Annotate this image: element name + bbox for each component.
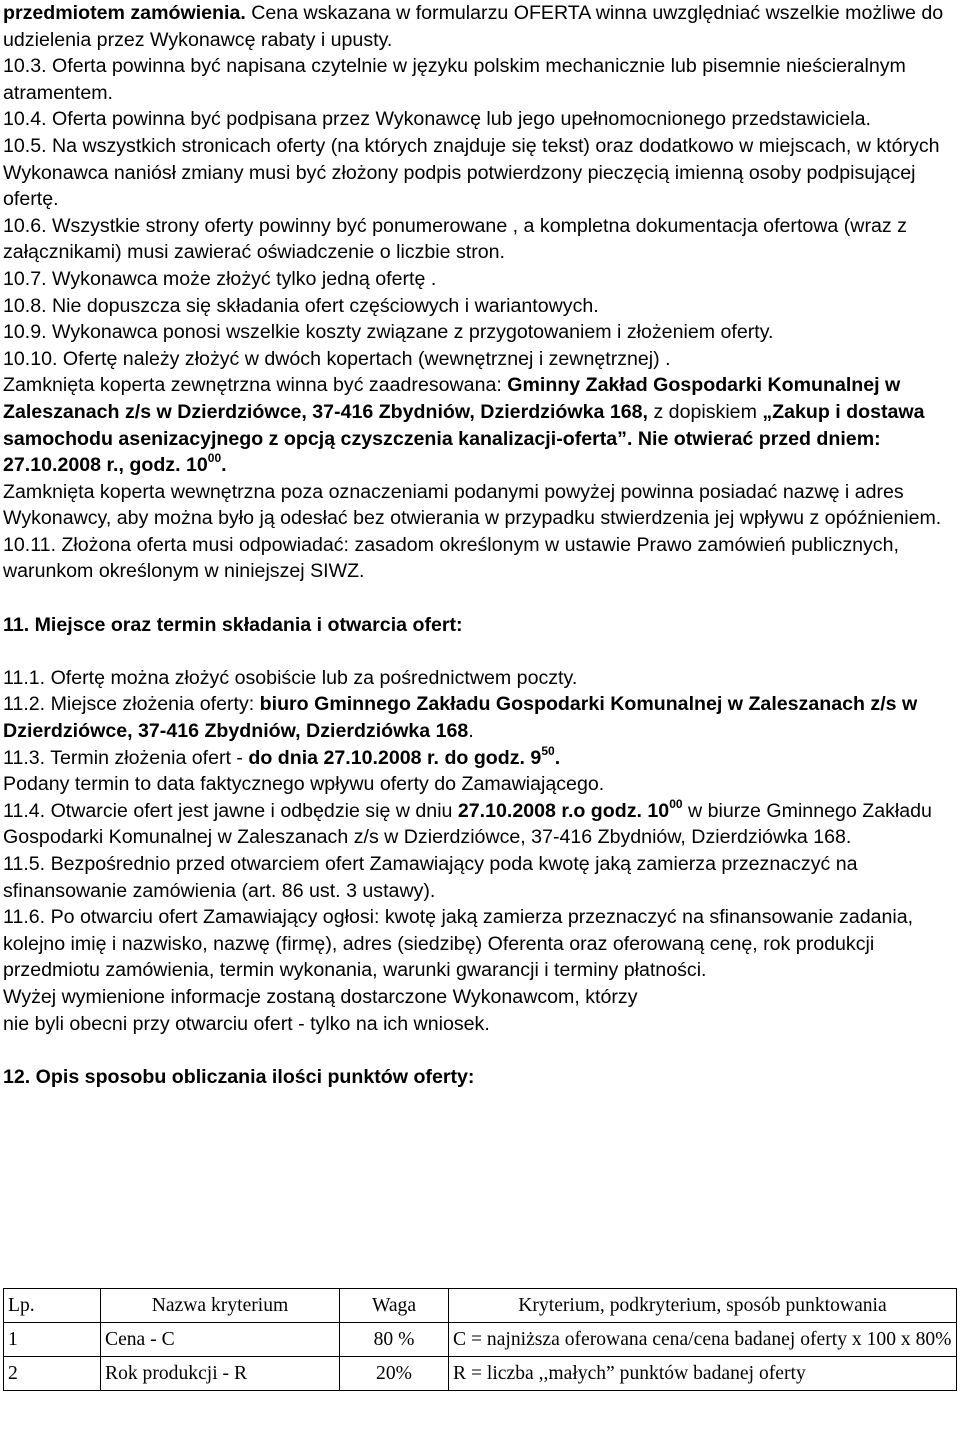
time-superscript: 50 bbox=[541, 743, 555, 758]
text-fragment: . bbox=[468, 720, 474, 743]
table-cell-name: Rok produkcji - R bbox=[101, 1357, 340, 1391]
table-row bbox=[4, 1323, 957, 1357]
paragraph-11-5: 11.5. Bezpośrednio przed otwarciem ofert Zamawiający poda kwotę jaką zamierza przeznaczyć na sfinansowanie zamówienia (art. 86 ust. 3 ustawy). bbox=[3, 853, 858, 902]
table-row bbox=[4, 1357, 957, 1391]
section-11-heading: 11. Miejsce oraz termin składania i otwarcia ofert: bbox=[3, 613, 463, 636]
paragraph-10-4: 10.4. Oferta powinna być podpisana przez Wykonawcę lub jego upełnomocnionego przedstawiciela. bbox=[3, 108, 871, 131]
column-header-method: Kryterium, podkryterium, sposób punktowania bbox=[449, 1289, 957, 1323]
column-header-name: Nazwa kryterium bbox=[101, 1289, 340, 1323]
text-fragment: . bbox=[554, 746, 561, 769]
table-cell-method: C = najniższa oferowana cena/cena badanej oferty x 100 x 80% bbox=[449, 1323, 957, 1357]
text-fragment: Cena wskazana w formularzu OFERTA winna uwzględniać wszelkie możliwe do udzielenia przez Wykonawcę rabaty i upusty. bbox=[3, 2, 944, 51]
paragraph-10-6: 10.6. Wszystkie strony oferty powinny być ponumerowane , a kompletna dokumentacja ofertowa (wraz z załącznikami) musi zawierać oświadczenie o liczbie stron. bbox=[3, 214, 907, 264]
text-fragment: 11.4. Otwarcie ofert jest jawne i odbędzie się w dniu bbox=[3, 799, 458, 822]
table-cell-name: Cena - C bbox=[101, 1323, 340, 1357]
text-fragment: . bbox=[221, 454, 227, 477]
criteria-table bbox=[3, 1288, 957, 1391]
document-page bbox=[3, 0, 957, 1384]
opening-date-bold: 27.10.2008 r.o godz. 10 bbox=[457, 799, 670, 822]
paragraph-outer-envelope bbox=[3, 372, 957, 478]
paragraph-10-3: 10.3. Oferta powinna być napisana czytelnie w języku polskim mechanicznie lub pisemnie nieścieralnym atramentem. bbox=[3, 55, 906, 104]
paragraph-inner-envelope: Zamknięta koperta wewnętrzna poza oznaczeniami podanymi powyżej powinna posiadać nazwę i adres Wykonawcy, aby można było ją odesłać bez otwierania w przypadku stwierdzenia jej wpływu z opóźnieniem. bbox=[3, 480, 942, 530]
paragraph-10-8: 10.8. Nie dopuszcza się składania ofert częściowych i wariantowych. bbox=[3, 294, 599, 317]
bold-fragment: przedmiotem zamówienia. bbox=[3, 2, 246, 24]
table-cell-lp: 2 bbox=[4, 1357, 101, 1391]
table-cell-weight: 80 % bbox=[340, 1323, 449, 1357]
column-header-weight: Waga bbox=[340, 1289, 449, 1323]
paragraph-price bbox=[3, 0, 957, 53]
paragraph-10-10: 10.10. Ofertę należy złożyć w dwóch kopertach (wewnętrznej i zewnętrznej) . bbox=[3, 347, 671, 370]
column-header-lp: Lp. bbox=[4, 1289, 101, 1323]
paragraph-10-7: 10.7. Wykonawca może złożyć tylko jedną ofertę . bbox=[3, 267, 437, 290]
text-fragment: z dopiskiem bbox=[648, 400, 763, 423]
paragraph-11-3 bbox=[3, 745, 957, 772]
paragraph-11-1: 11.1. Ofertę można złożyć osobiście lub za pośrednictwem poczty. bbox=[3, 666, 578, 689]
table-cell-weight: 20% bbox=[340, 1357, 449, 1391]
table-header-row bbox=[4, 1289, 957, 1323]
time-superscript: 00 bbox=[669, 796, 683, 811]
text-fragment: 11.3. Termin złożenia ofert - bbox=[3, 746, 249, 769]
envelope-note-bold: „Zakup i dostawa samochodu asenizacyjnego z opcją czyszczenia kanalizacji-oferta bbox=[3, 400, 925, 450]
table-cell-method: R = liczba ,,małych” punktów badanej oferty bbox=[449, 1357, 957, 1391]
paragraph-11-6: 11.6. Po otwarciu ofert Zamawiający ogłosi: kwotę jaką zamierza przeznaczyć na sfinansowanie zadania, kolejno imię i nazwisko, nazwę (firmę), adres (siedzibę) Oferenta oraz oferowaną cenę, rok produkcji przedmiotu zamówienia, termin wykonania, warunki gwarancji i terminy płatności. bbox=[3, 906, 914, 982]
text-fragment: 11.2. Miejsce złożenia oferty: bbox=[3, 693, 260, 716]
time-superscript: 00 bbox=[207, 451, 222, 466]
document-body bbox=[3, 0, 957, 1090]
paragraph-10-9: 10.9. Wykonawca ponosi wszelkie koszty związane z przygotowaniem i złożeniem oferty. bbox=[3, 321, 774, 344]
deadline-bold: do dnia 27.10.2008 r. do godz. 9 bbox=[248, 746, 542, 769]
open-date-bold: ”. Nie otwierać przed dniem: 27.10.2008 r., godz. 10 bbox=[3, 427, 881, 477]
paragraph-10-5: 10.5. Na wszystkich stronicach oferty (na których znajduje się tekst) oraz dodatkowo w miejscach, w których Wykonawca naniósł zmiany musi być złożony podpis potwierdzony pieczęcią imienną osoby podpisującej ofertę. bbox=[3, 134, 940, 211]
paragraph-info-line-1: Wyżej wymienione informacje zostaną dostarczone Wykonawcom, którzy bbox=[3, 985, 638, 1008]
paragraph-info-line-2: nie byli obecni przy otwarciu ofert - tylko na ich wniosek. bbox=[3, 1012, 490, 1035]
text-fragment: w biurze Gminnego Zakładu Gospodarki Komunalnej w Zaleszanach z/s w Dzierdziówce, 37-416 Zbydniów, Dzierdziówka 168. bbox=[3, 799, 932, 849]
table-cell-lp: 1 bbox=[4, 1323, 101, 1357]
paragraph-10-11: 10.11. Złożona oferta musi odpowiadać: zasadom określonym w ustawie Prawo zamówień publicznych, warunkom określonym w niniejszej SIWZ. bbox=[3, 533, 899, 583]
paragraph-11-4 bbox=[3, 798, 957, 851]
paragraph-11-2 bbox=[3, 691, 957, 744]
place-bold: biuro Gminnego Zakładu Gospodarki Komunalnej w Zaleszanach z/s w Dzierdziówce, 37-416 Zbydniów, Dzierdziówka 168 bbox=[3, 693, 918, 743]
paragraph-11-3-note: Podany termin to data faktycznego wpływu oferty do Zamawiającego. bbox=[3, 773, 605, 796]
section-12-heading: 12. Opis sposobu obliczania ilości punktów oferty: bbox=[3, 1065, 475, 1088]
text-fragment: Zamknięta koperta zewnętrzna winna być zaadresowana: bbox=[3, 374, 508, 397]
address-bold: Gminny Zakład Gospodarki Komunalnej w Zaleszanach z/s w Dzierdziówce, 37-416 Zbydniów, Dzierdziówka 168, bbox=[3, 374, 901, 423]
